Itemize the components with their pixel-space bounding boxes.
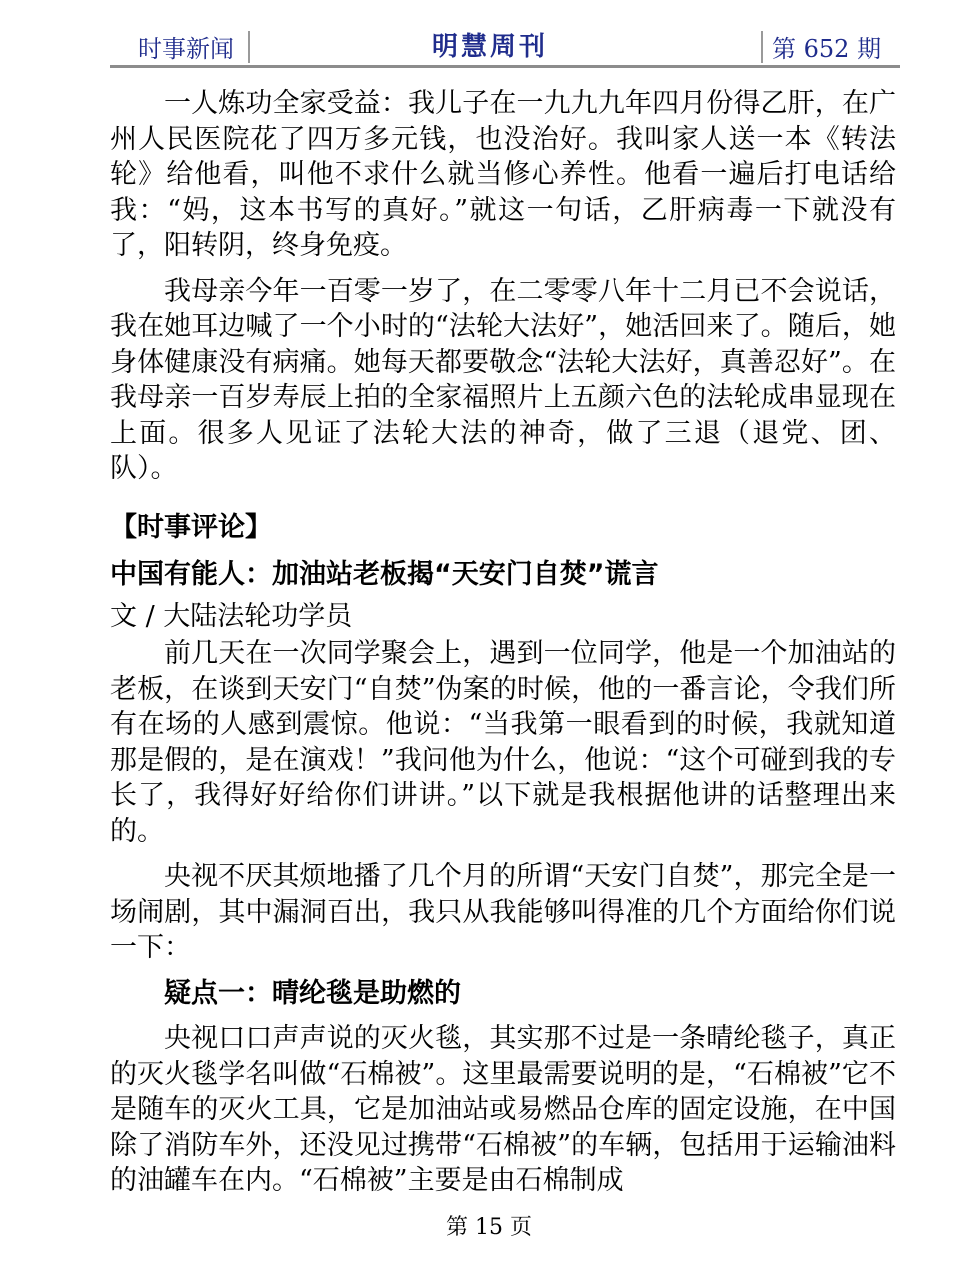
article-subhead: 疑点一：晴纶毯是助燃的	[164, 977, 461, 1009]
top-paragraphs	[110, 86, 896, 487]
article-byline: 文 / 大陆法轮功学员	[110, 601, 353, 632]
header-title: 明慧周刊	[432, 32, 549, 62]
page-number: 第 15 页	[446, 1215, 532, 1240]
section-label: 【时事评论】	[110, 512, 272, 543]
paragraph: 央视口口声声说的灭火毯，其实那不过是一条晴纶毯子，真正的灭火毯学名叫做“石棉被”。这里最需要说明的是，“石棉被”它不是随车的灭火工具，它是加油站或易燃品仓库的固定设施，在中国除了消防车外，还没见过携带“石棉被”的车辆，包括用于运输油料的油罐车在内。“石棉被”主要是由石棉制成	[110, 1023, 896, 1196]
paragraph: 前几天在一次同学聚会上，遇到一位同学，他是一个加油站的老板，在谈到天安门“自焚”伪案的时候，他的一番言论，令我们所有在场的人感到震惊。他说：“当我第一眼看到的时候，我就知道那是假的，是在演戏！”我问他为什么，他说：“这个可碰到我的专长了，我得好好给你们讲讲。”以下就是我根据他讲的话整理出来的。	[110, 638, 896, 847]
article-body	[110, 636, 896, 1199]
article-title: 中国有能人：加油站老板揭“天安门自焚”谎言	[110, 559, 659, 590]
page-header	[110, 25, 900, 67]
paragraph: 央视不厌其烦地播了几个月的所谓“天安门自焚”，那完全是一场闹剧，其中漏洞百出，我只从我能够叫得准的几个方面给你们说一下：	[110, 861, 896, 963]
header-divider	[761, 31, 763, 63]
header-rule	[110, 65, 900, 68]
paragraph: 一人炼功全家受益：我儿子在一九九九年四月份得乙肝，在广州人民医院花了四万多元钱，也没治好。我叫家人送一本《转法轮》给他看，叫他不求什么就当修心养性。他看一遍后打电话给我：“妈，这本书写的真好。”就这一句话，乙肝病毒一下就没有了，阳转阴，终身免疫。	[110, 88, 896, 261]
header-issue: 第 652 期	[772, 35, 882, 63]
paragraph: 我母亲今年一百零一岁了，在二零零八年十二月已不会说话，我在她耳边喊了一个小时的“法轮大法好”，她活回来了。随后，她身体健康没有病痛。她每天都要敬念“法轮大法好，真善忍好”。在我母亲一百岁寿辰上拍的全家福照片上五颜六色的法轮成串显现在上面。很多人见证了法轮大法的神奇，做了三退（退党、团、队）。	[110, 275, 896, 484]
header-divider	[248, 31, 250, 63]
header-section: 时事新闻	[138, 35, 234, 63]
